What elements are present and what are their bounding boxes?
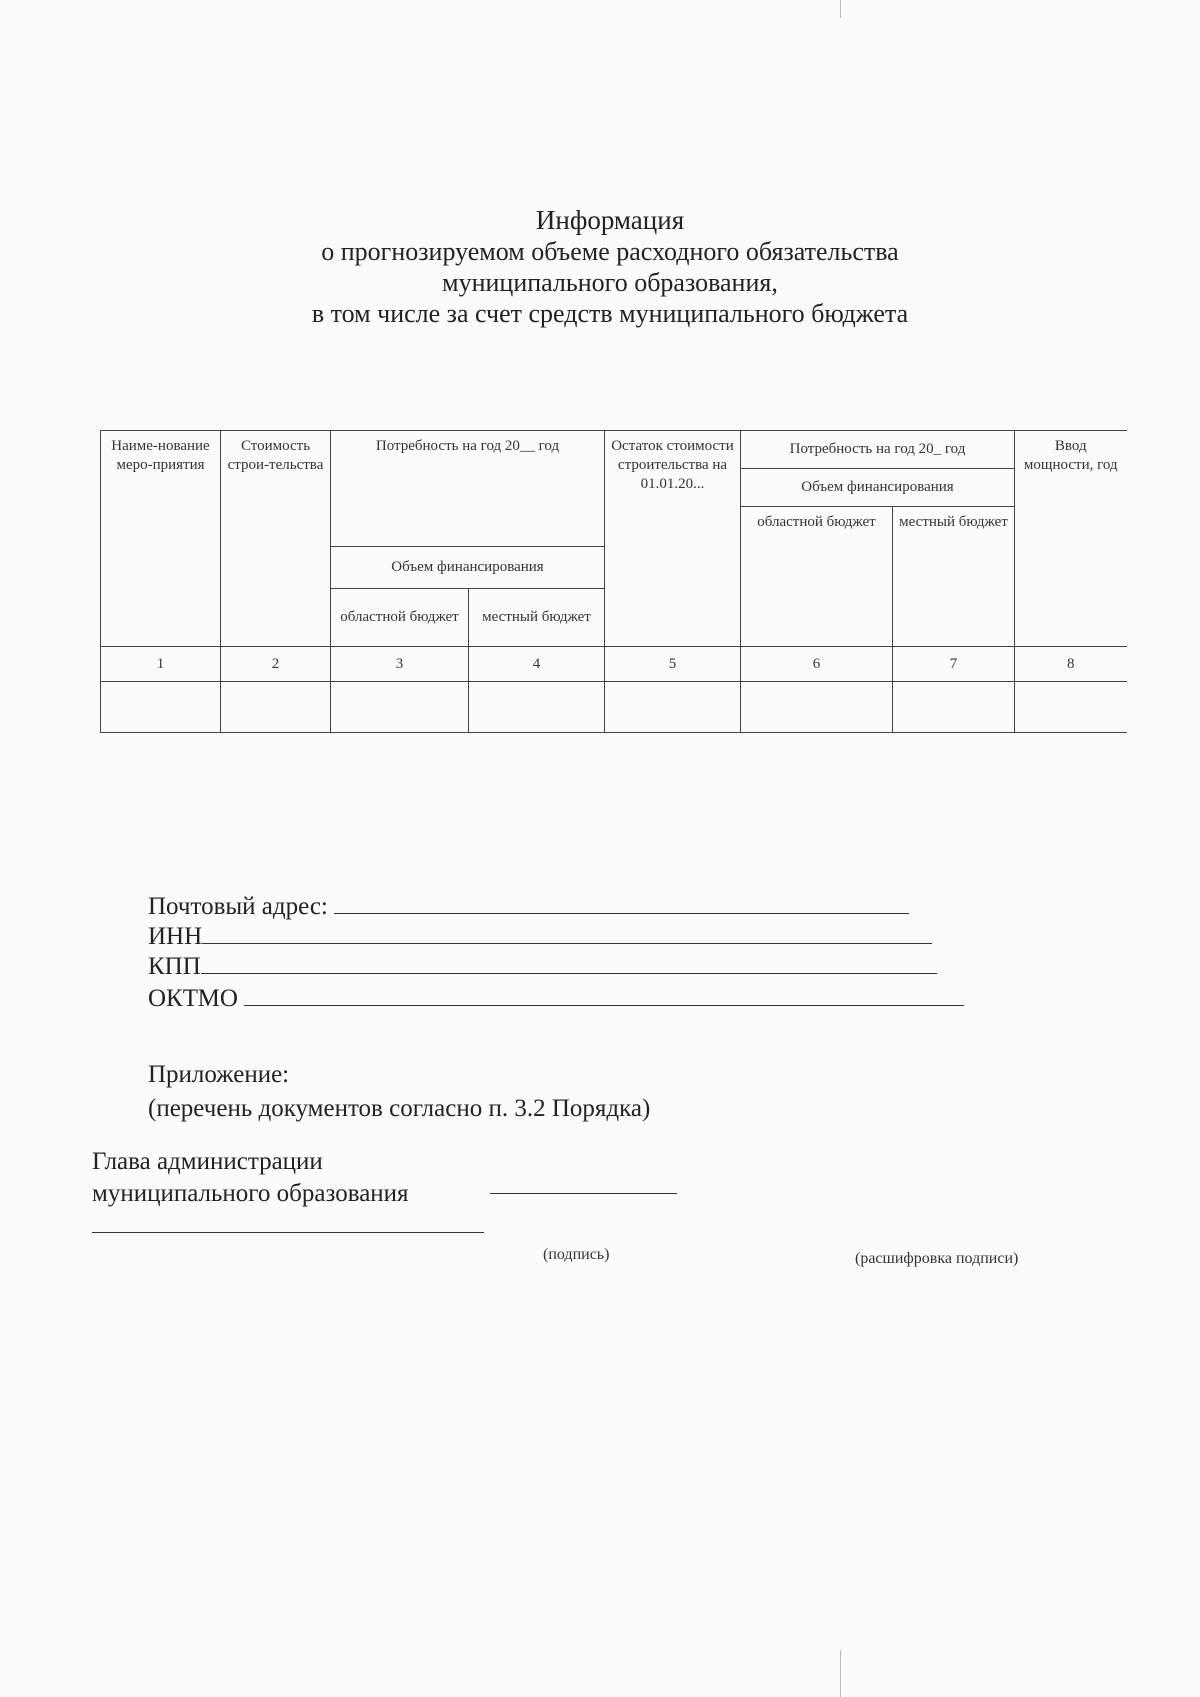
table-cell[interactable] [101,682,221,733]
appendix [148,1058,650,1126]
signature-position-line-1: Глава администрации [92,1148,323,1175]
postal-address-label: Почтовый адрес: [148,893,328,920]
header-name: Наиме-нование меро-приятия [101,431,221,647]
oktmo-row [148,984,964,1014]
oktmo-label: ОКТМО [148,985,238,1012]
table-cell[interactable] [469,682,605,733]
postal-address-row [148,892,909,922]
header-regional-1: областной бюджет [331,589,469,647]
table-cell[interactable] [331,682,469,733]
title-line-4: в том числе за счет средств муниципального бюджета [311,299,909,328]
header-cost: Стоимость строи-тельства [221,431,331,647]
col-number-5: 5 [605,647,741,682]
scan-edge-mark-bottom [840,1650,841,1697]
document-title [230,205,990,329]
title-line-3: муниципального образования, [442,268,778,297]
col-number-3: 3 [331,647,469,682]
inn-row [148,922,932,952]
table-cell[interactable] [1015,682,1127,733]
signature-block [92,1146,409,1210]
col-number-8: 8 [1015,647,1127,682]
table-cell[interactable] [741,682,893,733]
table-cell[interactable] [605,682,741,733]
inn-label: ИНН [148,923,203,950]
signature-field[interactable] [490,1193,677,1194]
header-need-2: Потребность на год 20_ год [741,431,1015,469]
kpp-label: КПП [148,953,201,980]
title-line-1: Информация [535,205,685,235]
kpp-field[interactable] [201,953,937,974]
oktmo-field[interactable] [244,985,964,1006]
header-local-1: местный бюджет [469,589,605,647]
header-funding-2: Объем финансирования [741,469,1015,507]
header-regional-2: областной бюджет [741,507,893,647]
signature-position-line-2: муниципального образования [92,1180,409,1207]
col-number-1: 1 [101,647,221,682]
col-number-4: 4 [469,647,605,682]
title-line-2: о прогнозируемом объеме расходного обязательства [321,237,899,266]
table-cell[interactable] [221,682,331,733]
header-local-2: местный бюджет [893,507,1015,647]
signature-caption: (подпись) [543,1246,610,1263]
header-funding-1: Объем финансирования [331,547,605,589]
col-number-7: 7 [893,647,1015,682]
signature-decode-caption: (расшифровка подписи) [855,1250,1019,1267]
col-number-2: 2 [221,647,331,682]
header-need-1: Потребность на год 20__ год [331,431,605,547]
col-number-6: 6 [741,647,893,682]
column-numbers-row [101,647,1127,682]
scan-edge-mark-top [840,0,841,18]
postal-address-field[interactable] [334,893,909,914]
inn-field[interactable] [202,923,932,944]
budget-table [100,430,1127,733]
appendix-note: (перечень документов согласно п. 3.2 Порядка) [148,1095,651,1122]
header-remainder: Остаток стоимости строительства на 01.01.20... [605,431,741,647]
header-capacity: Ввод мощности, год [1015,431,1127,647]
name-field[interactable] [92,1232,484,1233]
table-row-empty [101,682,1127,733]
kpp-row [148,952,937,982]
table-cell[interactable] [893,682,1015,733]
appendix-label: Приложение: [148,1061,290,1088]
